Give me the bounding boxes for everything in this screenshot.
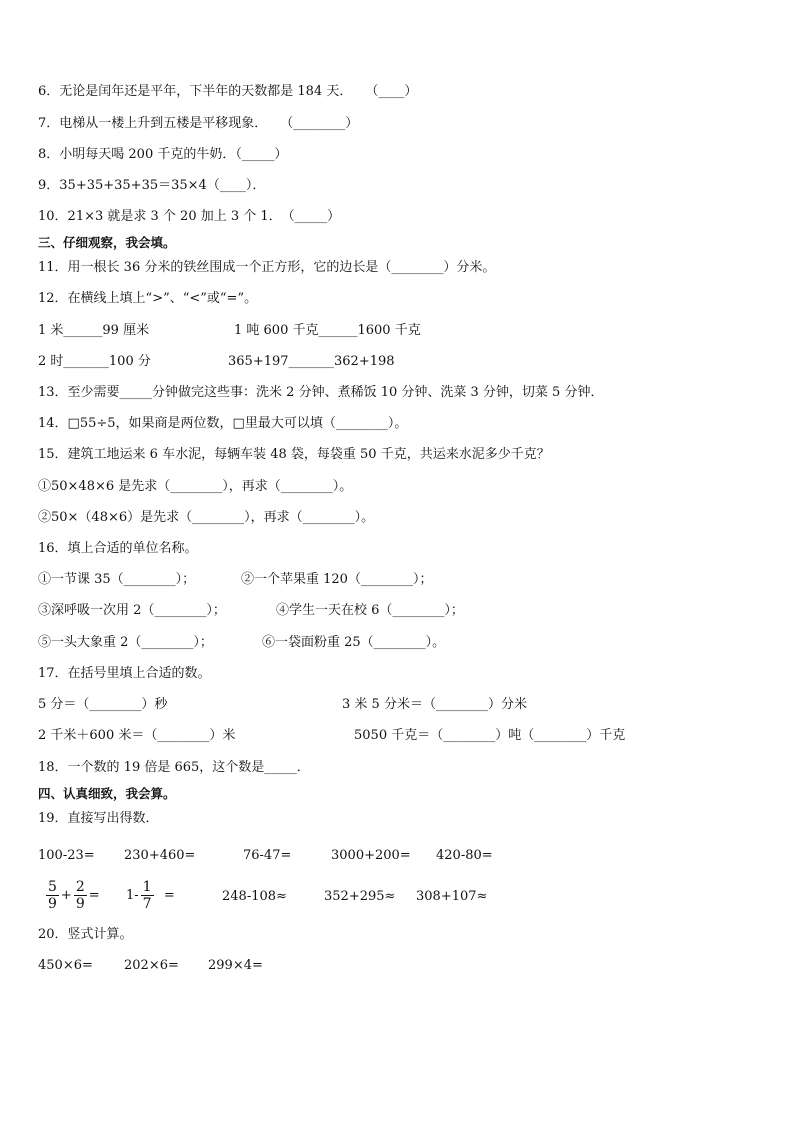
fraction-numerator: 5 (48, 879, 57, 895)
question-16: 16．填上合适的单位名称。 (38, 541, 198, 556)
question-11: 11．用一根长 36 分米的铁丝围成一个正方形，它的边长是（________）分米。 (38, 260, 496, 275)
fraction-1-7 (141, 879, 154, 912)
fraction-numerator: 2 (75, 879, 85, 895)
calc-2: 230+460= (124, 848, 196, 863)
question-12a: 1 米______99 厘米 (38, 323, 150, 338)
question-18: 18．一个数的 19 倍是 665，这个数是_____． (38, 760, 310, 775)
fraction-numerator: 1 (142, 879, 152, 895)
question-16b: ②一个苹果重 120（________）； (241, 572, 433, 587)
equals-sign: = (163, 888, 175, 903)
question-20: 20．竖式计算。 (38, 927, 133, 942)
question-15: 15．建筑工地运来 6 车水泥，每辆车装 48 袋，每袋重 50 千克，共运来水泥多少千克？ (38, 447, 550, 462)
question-6: 6．无论是闰年还是平年，下半年的天数都是 184 天． （____） (38, 84, 418, 99)
question-19: 19．直接写出得数． (38, 811, 159, 826)
calc-4: 3000+200= (331, 848, 411, 863)
question-17d: 5050 千克＝（________）吨（________）千克 (354, 728, 626, 743)
calc-8: 308+107≈ (416, 889, 488, 904)
plus-sign: + (60, 888, 72, 903)
question-16e: ⑤一头大象重 2（________）； (38, 635, 213, 650)
fraction-diff (126, 878, 175, 914)
question-9: 9．35+35+35+35＝35×4（____）． (38, 178, 266, 193)
question-15a: ①50×48×6 是先求（________），再求（________）。 (38, 479, 353, 494)
calc-1: 100-23= (38, 848, 95, 863)
fraction-2-9 (74, 879, 87, 912)
fraction-denominator: 9 (75, 896, 85, 912)
question-16c: ③深呼吸一次用 2（________）； (38, 603, 226, 618)
fraction-sum (44, 878, 100, 914)
fraction-denominator: 9 (48, 896, 57, 912)
one-minus: 1- (126, 888, 139, 903)
calc-6: 248-108≈ (222, 889, 287, 904)
question-16f: ⑥一袋面粉重 25（________）。 (262, 635, 446, 650)
question-17: 17．在括号里填上合适的数。 (38, 666, 211, 681)
question-12b: 1 吨 600 千克______1600 千克 (234, 323, 421, 338)
question-13: 13．至少需要_____分钟做完这些事：洗米 2 分钟、煮稀饭 10 分钟、洗菜 3 分钟，切菜 5 分钟． (38, 385, 604, 400)
question-16a: ①一节课 35（________）； (38, 572, 196, 587)
question-17b: 3 米 5 分米＝（________）分米 (342, 697, 527, 712)
vertical-calc-2: 202×6= (124, 958, 179, 973)
vertical-calc-3: 299×4= (208, 958, 263, 973)
section-4-heading: 四、认真细致，我会算。 (38, 786, 176, 801)
question-12d: 365+197_______362+198 (228, 354, 395, 369)
equals-sign: = (88, 888, 100, 903)
calc-7: 352+295≈ (324, 889, 396, 904)
fraction-5-9 (46, 879, 59, 912)
question-10: 10．21×3 就是求 3 个 20 加上 3 个 1． （_____） (38, 209, 341, 224)
question-17c: 2 千米＋600 米＝（________）米 (38, 728, 236, 743)
question-15b: ②50×（48×6）是先求（________），再求（________）。 (38, 510, 375, 525)
question-17a: 5 分＝（________）秒 (38, 697, 168, 712)
question-14: 14．□55÷5，如果商是两位数，□里最大可以填（________）。 (38, 416, 408, 431)
question-8: 8．小明每天喝 200 千克的牛奶．（_____） (38, 147, 288, 162)
vertical-calc-1: 450×6= (38, 958, 93, 973)
question-7: 7．电梯从一楼上升到五楼是平移现象． （________） (38, 116, 359, 131)
calc-3: 76-47= (243, 848, 292, 863)
question-12c: 2 时_______100 分 (38, 354, 151, 369)
question-16d: ④学生一天在校 6（________）； (276, 603, 464, 618)
question-12: 12．在横线上填上“>”、“<”或“=”。 (38, 291, 258, 306)
fraction-denominator: 7 (142, 896, 152, 912)
calc-5: 420-80= (436, 848, 493, 863)
section-3-heading: 三、仔细观察，我会填。 (38, 235, 176, 250)
